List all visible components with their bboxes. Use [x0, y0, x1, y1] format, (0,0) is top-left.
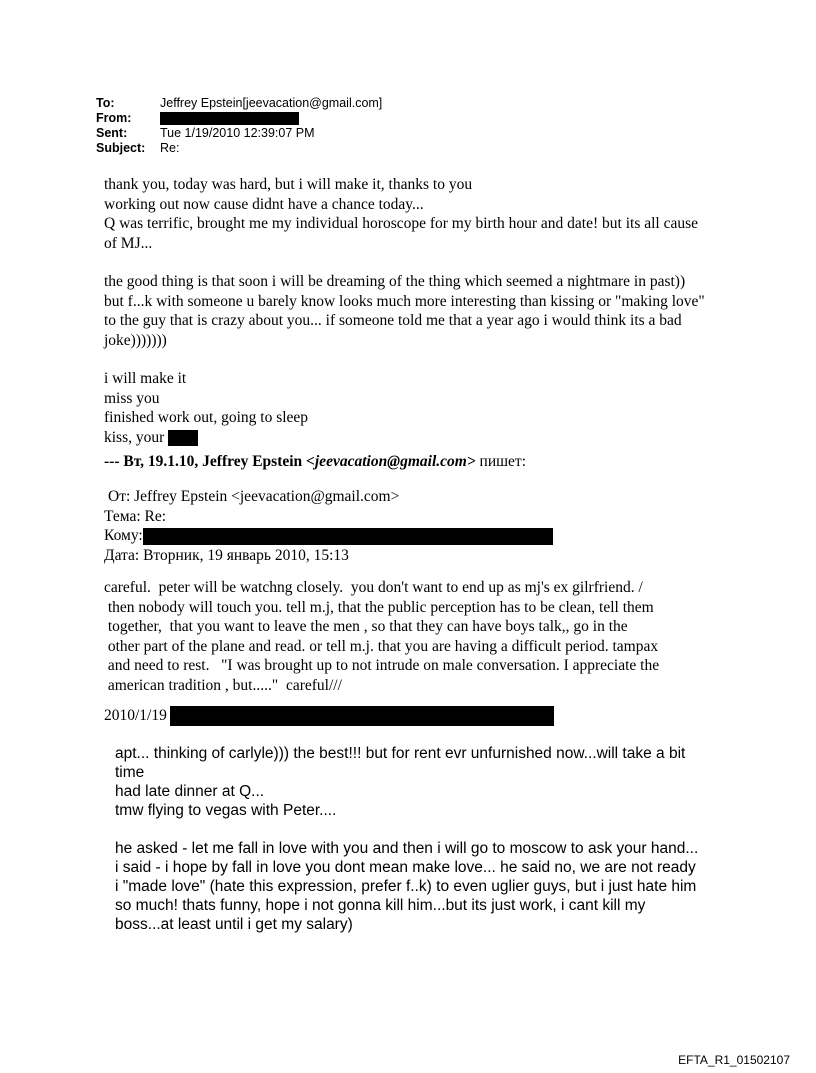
- subject-value: Re:: [160, 141, 180, 155]
- text-line: i will make it: [104, 370, 187, 387]
- subject-row: [96, 141, 382, 156]
- quoted-meta: [104, 487, 553, 565]
- to-label: To:: [96, 96, 115, 110]
- text-line: time: [115, 764, 145, 781]
- text-line: boss...at least until i get my salary): [115, 916, 353, 933]
- older-paragraph-1: [115, 744, 755, 820]
- reply-paragraph-2: [104, 272, 744, 350]
- quoted-date: Дата: Вторник, 19 январь 2010, 15:13: [104, 546, 349, 564]
- text-line: Q was terrific, brought me my individual horoscope for my birth hour and date! but its all cause: [104, 215, 699, 232]
- quote-header-email: <jeevacation@gmail.com>: [306, 453, 476, 470]
- quoted-to-label: Кому:: [104, 527, 143, 544]
- reply-body: [104, 175, 744, 447]
- text-line: together, that you want to leave the men , so that they can have boys talk,, go in the: [104, 618, 628, 635]
- text-line: of MJ...: [104, 234, 153, 252]
- signature-text: kiss, your: [104, 428, 165, 446]
- sent-value: Tue 1/19/2010 12:39:07 PM: [160, 126, 315, 140]
- document-id: EFTA_R1_01502107: [678, 1053, 790, 1067]
- text-line: and need to rest. "I was brought up to not intrude on male conversation. I appreciate the: [104, 657, 660, 674]
- text-line: he asked - let me fall in love with you and then i will go to moscow to ask your hand...: [115, 840, 699, 857]
- text-line: so much! thats funny, hope i not gonna kill him...but its just work, i cant kill my: [115, 897, 646, 914]
- quote-header-suffix: пишет:: [475, 453, 527, 470]
- older-body: [115, 744, 755, 934]
- quote-header: [104, 452, 526, 472]
- older-date-row: [104, 706, 554, 726]
- text-line: apt... thinking of carlyle))) the best!!! but for rent evr unfurnished now...will take a bit: [115, 745, 686, 762]
- older-paragraph-2: [115, 839, 755, 934]
- quoted-from: От: Jeffrey Epstein <jeevacation@gmail.com>: [108, 488, 400, 505]
- text-line: american tradition , but....." careful///: [104, 676, 342, 694]
- redaction-bar: [170, 706, 554, 726]
- from-row: [96, 111, 382, 126]
- text-line: i "made love" (hate this expression, prefer f..k) to even uglier guys, but i just hate him: [115, 878, 697, 895]
- text-line: then nobody will touch you. tell m.j, that the public perception has to be clean, tell them: [104, 598, 654, 616]
- quoted-body: [104, 578, 659, 695]
- signature-line: [104, 428, 744, 448]
- text-line: miss you: [104, 389, 160, 407]
- text-line: other part of the plane and read. or tell m.j. that you are having a difficult period. tampax: [104, 637, 659, 655]
- to-value: Jeffrey Epstein[jeevacation@gmail.com]: [160, 96, 383, 110]
- text-line: finished work out, going to sleep: [104, 409, 309, 426]
- email-header: [96, 96, 382, 156]
- subject-label: Subject:: [96, 141, 146, 155]
- text-line: the good thing is that soon i will be dreaming of the thing which seemed a nightmare in past)): [104, 273, 686, 290]
- sent-label: Sent:: [96, 126, 128, 140]
- from-label: From:: [96, 111, 132, 125]
- text-line: i said - i hope by fall in love you dont mean make love... he said no, we are not ready: [115, 859, 696, 876]
- quoted-to-row: [104, 526, 553, 546]
- text-line: working out now cause didnt have a chance today...: [104, 195, 424, 213]
- text-line: tmw flying to vegas with Peter....: [115, 802, 337, 819]
- redaction-bar: [160, 112, 299, 125]
- text-line: had late dinner at Q...: [115, 783, 265, 800]
- redaction-bar: [168, 430, 198, 446]
- reply-paragraph-1: [104, 175, 744, 253]
- older-date: 2010/1/19: [104, 707, 167, 724]
- redaction-bar: [143, 528, 553, 545]
- to-row: [96, 96, 382, 111]
- text-line: to the guy that is crazy about you... if someone told me that a year ago i would think its a bad: [104, 312, 682, 329]
- text-line: thank you, today was hard, but i will make it, thanks to you: [104, 176, 473, 193]
- text-line: joke))))))): [104, 331, 167, 349]
- quoted-subject: Тема: Re:: [104, 507, 167, 525]
- reply-paragraph-3: [104, 369, 744, 447]
- quote-header-prefix: --- Вт, 19.1.10, Jeffrey Epstein: [104, 453, 307, 470]
- text-line: careful. peter will be watchng closely. you don't want to end up as mj's ex gilrfriend. /: [104, 579, 643, 596]
- text-line: but f...k with someone u barely know looks much more interesting than kissing or "making love": [104, 292, 705, 310]
- sent-row: [96, 126, 382, 141]
